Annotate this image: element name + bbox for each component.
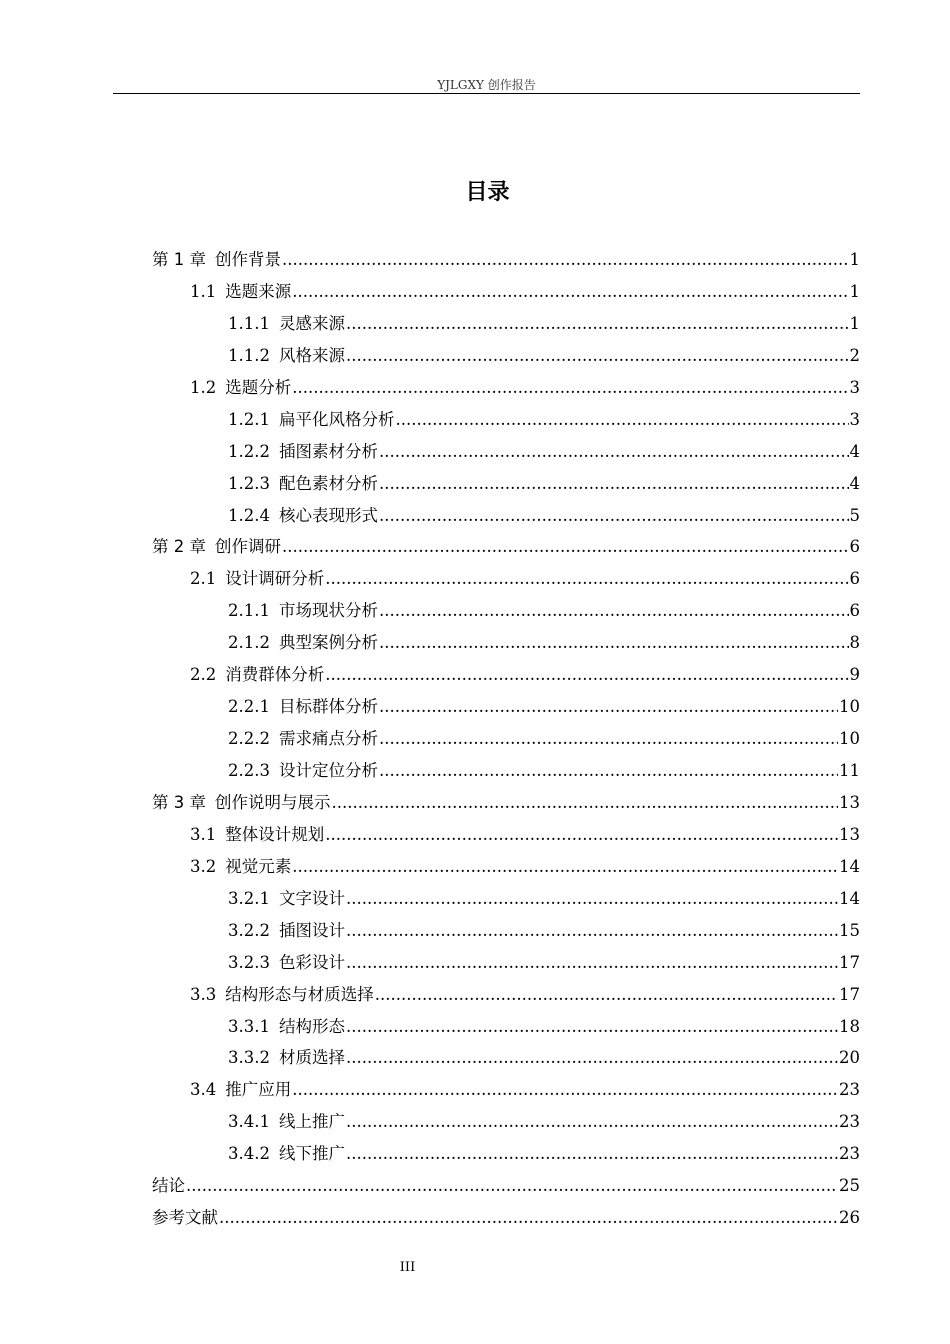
toc-entry-label [228, 757, 378, 785]
toc-entry-page: 3 [849, 377, 860, 397]
toc-leader-dots [375, 981, 838, 1009]
toc-entry[interactable] [152, 853, 860, 885]
toc-entry[interactable] [152, 374, 860, 406]
toc-entry[interactable] [152, 949, 860, 981]
toc-entry[interactable] [152, 1204, 860, 1236]
toc-entry-text: 结构形态 [278, 1016, 345, 1036]
toc-entry-number: 3.4 [190, 1080, 217, 1100]
toc-leader-dots [346, 310, 849, 338]
toc-entry-label [190, 981, 374, 1009]
toc-entry-page: 5 [849, 505, 860, 525]
toc-entry-page: 3 [849, 409, 860, 429]
toc-leader-dots [346, 885, 838, 913]
toc-entry[interactable] [152, 278, 860, 310]
toc-entry-label [190, 821, 324, 849]
toc-entry[interactable] [152, 502, 860, 534]
toc-entry-page: 6 [849, 537, 860, 557]
toc-entry[interactable] [152, 757, 860, 789]
toc-entry-number: 第 2 章 [152, 537, 206, 557]
toc-entry-number: 1.2.2 [228, 441, 270, 461]
toc-entry-text: 插图设计 [278, 920, 345, 940]
toc-entry[interactable] [152, 438, 860, 470]
toc-entry-text: 文字设计 [278, 888, 345, 908]
toc-entry-page: 9 [849, 665, 860, 685]
toc-entry-number: 1.2.4 [228, 505, 270, 525]
toc-entry[interactable] [152, 533, 860, 565]
toc-entry[interactable] [152, 1140, 860, 1172]
toc-entry-page: 1 [849, 313, 860, 333]
toc-leader-dots [292, 278, 848, 306]
toc-entry-number: 1.2 [190, 377, 217, 397]
toc-entry-page: 14 [839, 856, 860, 876]
toc-entry-number: 1.2.3 [228, 473, 270, 493]
toc-leader-dots [325, 565, 848, 593]
toc-entry-number: 2.2.1 [228, 697, 270, 717]
page-number: III [399, 1260, 416, 1275]
toc-entry-text: 材质选择 [278, 1048, 345, 1068]
toc-entry-text: 视觉元素 [225, 856, 292, 876]
toc-entry-label [228, 725, 378, 753]
page-header: YJLGXY 创作报告 [113, 78, 860, 94]
toc-entry-label [228, 502, 378, 530]
toc-entry[interactable] [152, 661, 860, 693]
toc-entry-page: 26 [839, 1208, 860, 1228]
toc-entry-page: 18 [839, 1016, 860, 1036]
toc-entry-text: 参考文献 [152, 1208, 218, 1228]
toc-entry-text: 整体设计规划 [225, 824, 325, 844]
toc-entry-page: 11 [839, 761, 860, 780]
toc-entry[interactable] [152, 470, 860, 502]
toc-leader-dots [379, 438, 849, 466]
toc-leader-dots [219, 1204, 838, 1232]
toc-entry-label [228, 310, 345, 338]
toc-leader-dots [346, 917, 838, 945]
toc-entry-text: 风格来源 [278, 345, 345, 365]
toc-entry-page: 2 [849, 345, 860, 365]
toc-entry-page: 1 [849, 250, 860, 269]
toc-entry-number: 3.3.1 [228, 1016, 270, 1036]
toc-leader-dots [346, 1108, 838, 1136]
toc-entry-page: 23 [839, 1112, 860, 1132]
toc-leader-dots [346, 342, 849, 370]
toc-entry-label [228, 438, 378, 466]
toc-leader-dots [346, 1044, 838, 1072]
toc-entry[interactable] [152, 629, 860, 661]
toc-leader-dots [346, 1013, 838, 1041]
toc-entry-page: 17 [839, 984, 860, 1004]
toc-entry-text: 典型案例分析 [278, 633, 378, 653]
toc-entry-text: 消费群体分析 [225, 665, 325, 685]
toc-entry[interactable] [152, 342, 860, 374]
toc-entry-label [228, 917, 345, 945]
toc-entry[interactable] [152, 725, 860, 757]
toc-leader-dots [379, 693, 838, 721]
toc-entry-text: 扁平化风格分析 [278, 409, 395, 429]
toc-entry-label [228, 1044, 345, 1072]
toc-leader-dots [325, 821, 838, 849]
toc-leader-dots [379, 629, 849, 657]
toc-entry-page: 8 [849, 633, 860, 653]
toc-entry-page: 20 [839, 1048, 860, 1068]
toc-entry-number: 3.2.2 [228, 920, 270, 940]
toc-entry-text: 结论 [152, 1176, 185, 1196]
toc-entry[interactable] [152, 821, 860, 853]
toc-entry-text: 创作背景 [215, 250, 281, 269]
toc-entry-label [190, 661, 324, 689]
toc-entry-number: 2.2.2 [228, 729, 270, 749]
toc-entry-label [190, 374, 291, 402]
toc-leader-dots [292, 374, 848, 402]
toc-entry-page: 14 [839, 888, 860, 908]
toc-entry-number: 2.1.2 [228, 633, 270, 653]
toc-entry-text: 目标群体分析 [278, 697, 378, 717]
toc-entry[interactable] [152, 1013, 860, 1045]
toc-entry-number: 2.2.3 [228, 761, 270, 780]
toc-entry-page: 15 [839, 920, 860, 940]
toc-entry-page: 10 [839, 697, 860, 717]
toc-entry-page: 23 [839, 1080, 860, 1100]
toc-entry[interactable] [152, 1076, 860, 1108]
toc-entry-page: 6 [849, 601, 860, 621]
toc-entry-label [190, 853, 291, 881]
toc-entry[interactable] [152, 885, 860, 917]
toc-entry[interactable] [152, 310, 860, 342]
toc-entry-text: 色彩设计 [278, 952, 345, 972]
toc-leader-dots [332, 789, 839, 817]
toc-entry[interactable] [152, 1108, 860, 1140]
toc-leader-dots [292, 1076, 838, 1104]
toc-entry-label [228, 470, 378, 498]
toc-entry-number: 1.1.1 [228, 313, 270, 333]
toc-entry-label [228, 597, 378, 625]
toc-entry-number: 3.4.2 [228, 1144, 270, 1164]
toc-entry-label [228, 1013, 345, 1041]
toc-leader-dots [282, 246, 849, 274]
toc-leader-dots [282, 533, 849, 561]
toc-entry-label [152, 789, 331, 817]
toc-entry-text: 灵感来源 [278, 313, 345, 333]
toc-entry-label [190, 565, 324, 593]
toc-entry[interactable] [152, 981, 860, 1013]
toc-entry[interactable] [152, 693, 860, 725]
toc-entry-text: 线下推广 [278, 1144, 345, 1164]
toc-leader-dots [325, 661, 848, 689]
toc-entry-label [228, 1140, 345, 1168]
toc-entry-text: 设计定位分析 [278, 761, 378, 780]
toc-entry[interactable] [152, 789, 860, 821]
toc-entry-number: 1.2.1 [228, 409, 270, 429]
toc-entry-number: 3.1 [190, 824, 217, 844]
toc-entry-text: 设计调研分析 [225, 569, 325, 589]
toc-entry-text: 创作调研 [215, 537, 281, 557]
toc-entry-page: 1 [849, 281, 860, 301]
toc-entry-label [228, 949, 345, 977]
toc-entry-page: 10 [839, 729, 860, 749]
toc-entry-label [228, 1108, 345, 1136]
toc-entry-label [152, 1172, 185, 1200]
toc-entry[interactable] [152, 1044, 860, 1076]
toc-entry-label [228, 629, 378, 657]
toc-entry-page: 4 [849, 473, 860, 493]
toc-entry-number: 3.2.3 [228, 952, 270, 972]
toc-entry-page: 6 [849, 569, 860, 589]
toc-leader-dots [379, 502, 849, 530]
toc-entry-number: 3.2.1 [228, 888, 270, 908]
toc-entry-number: 1.1.2 [228, 345, 270, 365]
toc-entry-number: 第 3 章 [152, 792, 206, 812]
toc-entry-label [228, 406, 394, 434]
toc-leader-dots [346, 949, 838, 977]
toc-leader-dots [395, 406, 848, 434]
toc-entry-page: 13 [839, 824, 860, 844]
toc-leader-dots [379, 725, 838, 753]
toc-entry-number: 第 1 章 [152, 250, 206, 269]
toc-entry-text: 核心表现形式 [278, 505, 378, 525]
toc-entry-page: 4 [849, 441, 860, 461]
toc-leader-dots [379, 597, 849, 625]
toc-entry[interactable] [152, 917, 860, 949]
toc-entry-label [228, 342, 345, 370]
toc-leader-dots [186, 1172, 838, 1200]
toc-entry-text: 推广应用 [225, 1080, 292, 1100]
toc-entry-label [190, 1076, 291, 1104]
toc-leader-dots [346, 1140, 838, 1168]
toc-entry[interactable] [152, 406, 860, 438]
toc-leader-dots [379, 470, 849, 498]
toc-entry-text: 选题分析 [225, 377, 292, 397]
toc-entry-page: 25 [839, 1176, 860, 1196]
toc-entry-text: 线上推广 [278, 1112, 345, 1132]
toc-entry[interactable] [152, 246, 860, 278]
toc-leader-dots [292, 853, 838, 881]
toc-entry-label [228, 885, 345, 913]
toc-entry-label [190, 278, 291, 306]
toc-entry-label [152, 246, 281, 274]
toc-entry-number: 1.1 [190, 281, 217, 301]
toc-entry-number: 3.4.1 [228, 1112, 270, 1132]
toc-entry-page: 23 [839, 1144, 860, 1164]
toc-entry-label [152, 1204, 218, 1232]
toc-entry-text: 需求痛点分析 [278, 729, 378, 749]
table-of-contents [152, 246, 860, 1236]
toc-entry-text: 创作说明与展示 [215, 792, 331, 812]
toc-entry[interactable] [152, 597, 860, 629]
toc-entry[interactable] [152, 1172, 860, 1204]
toc-entry-number: 2.1.1 [228, 601, 270, 621]
toc-entry-number: 2.2 [190, 665, 217, 685]
toc-entry-number: 2.1 [190, 569, 217, 589]
toc-entry-number: 3.3.2 [228, 1048, 270, 1068]
toc-entry-number: 3.2 [190, 856, 217, 876]
toc-entry-text: 选题来源 [225, 281, 292, 301]
toc-entry-page: 13 [839, 792, 860, 812]
toc-entry-number: 3.3 [190, 984, 217, 1004]
toc-entry-label [228, 693, 378, 721]
toc-entry-label [152, 533, 281, 561]
toc-entry-text: 插图素材分析 [278, 441, 378, 461]
toc-entry-text: 市场现状分析 [278, 601, 378, 621]
toc-entry-page: 17 [839, 952, 860, 972]
toc-leader-dots [379, 757, 838, 785]
toc-entry-text: 配色素材分析 [278, 473, 378, 493]
toc-entry[interactable] [152, 565, 860, 597]
toc-entry-text: 结构形态与材质选择 [225, 984, 374, 1004]
toc-title: 目录 [465, 180, 510, 205]
